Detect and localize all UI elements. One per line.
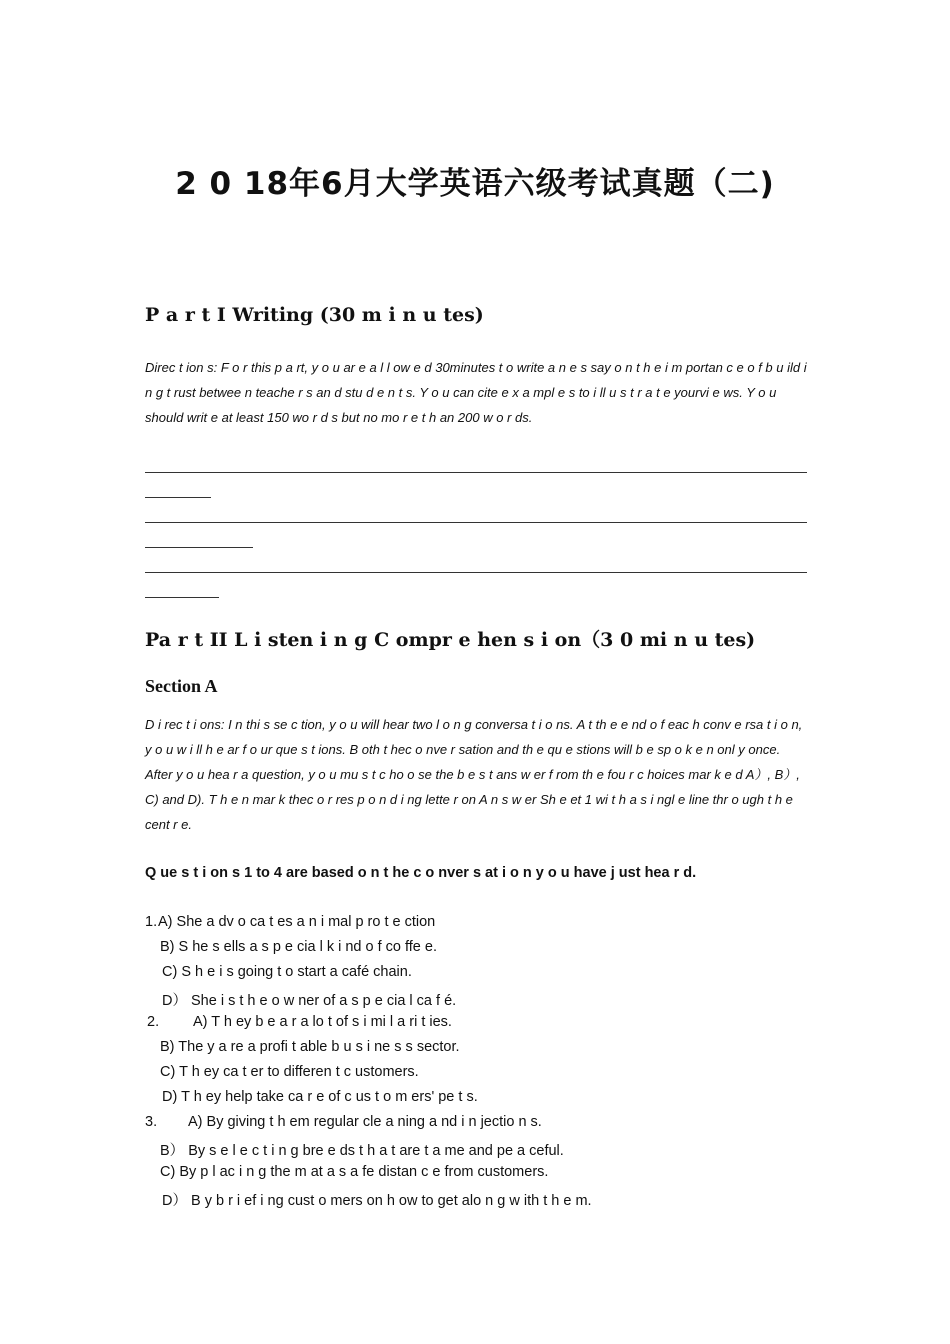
answer-line [145,522,807,523]
question-option: A) By giving t h em regular cle a ning a nd i n jectio n s. [188,1114,542,1130]
question-option: C) By p l ac i n g the m at a s a fe distan c e from customers. [160,1164,549,1180]
page-title: 2 0 18年6月大学英语六级考试真题（二) [175,166,775,202]
question-option: C) S h e i s going t o start a café chain. [162,964,412,980]
question-option: D) T h ey help take ca r e of c us t o m ers' pe t s. [162,1089,478,1105]
question-option: C) T h ey ca t er to differen t c ustomers. [160,1064,419,1080]
part2-heading: Pa r t II L i sten i n g C ompr e hen s i on（3 0 mi n u tes) [145,629,756,651]
question-option: A) T h ey b e a r a lo t of s i mi l a ri t ies. [193,1014,452,1030]
answer-line [145,572,807,573]
question-intro-text: Q ue s t i on s 1 to 4 are based o n t he c o nver s at i o n y o u have j ust hea r d. [145,865,697,881]
question-option: B) The y a re a profi t able b u s i ne s s sector. [160,1039,460,1055]
question-number: 1. [145,914,158,930]
answer-line [145,497,211,498]
part1-directions: Direc t ion s: F o r this p a rt, y o u ar e a l l ow e d 30minutes t o write a n e s say o n t h e i m portan c e o f b u ild i n g t rust betwee n teache r s an d stu d e n t s. Y o u can cite e x a mpl e s to i ll u s t r a t e yourvi e ws. Y o u should writ e at least 150 wo r d s but no mo r e t h an 200 w o r ds. [145,360,807,425]
question-option: D） She i s t h e o w ner of a s p e cia l ca f é. [162,993,457,1009]
answer-line [145,472,807,473]
section-a-heading: Section A [145,676,218,696]
question-option: B） By s e l e c t i n g bre e ds t h a t are t a me and pe a ceful. [160,1143,564,1159]
question-option: B) S he s ells a s p e cia l k i nd o f co ffe e. [160,939,437,955]
question-number: 3. [145,1114,158,1130]
question-intro [145,861,807,886]
question-option: D） B y b r i ef i ng cust o mers on h ow to get alo n g w ith t h e m. [162,1193,592,1209]
question-option: A) She a dv o ca t es a n i mal p ro t e ction [158,914,436,930]
question-number: 2. [147,1014,160,1030]
answer-line [145,547,253,548]
answer-line [145,597,219,598]
part1-heading: P a r t I Writing (30 m i n u tes) [145,304,484,326]
part2-directions: D i rec t i ons: I n thi s se c tion, y o u will hear two l o n g conversa t i o ns. A t th e e nd o f eac h conv e rsa t i o n, y o u w i ll h e ar f o ur que s t ions. B oth t hec o nve r sation and th e qu e stions will b e sp o k e n onl y once. After y o u hea r a question, y o u mu s t c ho o se the b e s t ans w er f rom th e fou r c hoices mar k e d A）, B）, C) and D). T h e n mar k thec o r res p o n d i ng lette r on A n s w er Sh e et 1 wi t h a s i ngl e line thr o ugh t h e cent r e. [145,717,803,832]
